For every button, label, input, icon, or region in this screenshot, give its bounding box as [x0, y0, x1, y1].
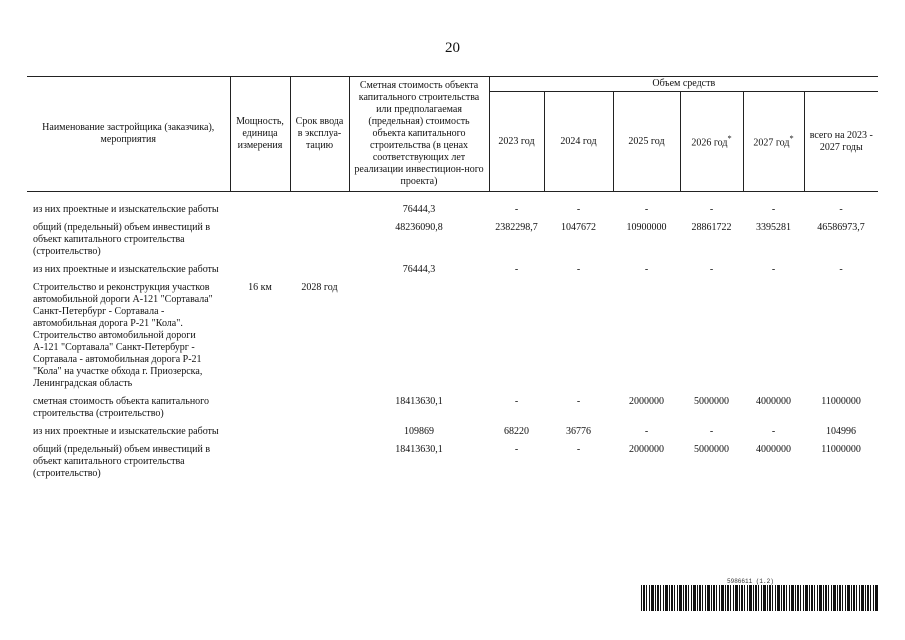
row-2027: 4000000 [756, 444, 791, 455]
row-cost: 18413630,1 [395, 396, 443, 407]
row-total: 11000000 [821, 444, 861, 455]
row-cost: 109869 [404, 426, 434, 437]
row-capacity [230, 204, 290, 222]
row-name: из них проектные и изыскательские работы [33, 264, 219, 275]
header-2026-label: 2026 год [691, 137, 728, 149]
row-capacity [230, 396, 290, 426]
row-capacity [230, 444, 290, 486]
row-capacity [230, 222, 290, 264]
row-2025: - [644, 204, 649, 215]
header-2025: 2025 год [613, 92, 680, 192]
barcode-label: 5986611 (1.2) [727, 578, 774, 585]
row-2026 [680, 282, 743, 396]
row-2024: - [576, 444, 581, 455]
row-deadline [290, 396, 349, 426]
header-2026 [680, 92, 743, 192]
row-deadline [290, 444, 349, 486]
header-2024: 2024 год [544, 92, 613, 192]
row-cost: 48236090,8 [395, 222, 443, 233]
barcode [641, 585, 878, 611]
row-2027: 3395281 [756, 222, 791, 233]
table-row [27, 444, 878, 486]
row-2025: - [644, 426, 649, 437]
row-2027: - [771, 204, 776, 215]
row-2025 [613, 282, 680, 396]
header-capacity: Мощность, единица измерения [230, 77, 290, 192]
row-cost: 76444,3 [402, 264, 436, 275]
row-2024: - [576, 204, 581, 215]
row-2023: - [514, 204, 519, 215]
row-deadline [290, 264, 349, 282]
row-deadline: 2028 год [301, 282, 338, 293]
table-row [27, 282, 878, 396]
row-2026: - [709, 264, 714, 275]
row-name: общий (предельный) объем инвестиций в объект капитального строительства (строительство) [33, 444, 211, 479]
row-deadline [290, 426, 349, 444]
row-total [804, 282, 878, 396]
header-total: всего на 2023 - 2027 годы [804, 92, 878, 192]
row-2026: 5000000 [694, 444, 729, 455]
row-capacity [230, 426, 290, 444]
row-total: 104996 [826, 426, 857, 437]
row-2025: 10900000 [626, 222, 667, 233]
row-2027: 4000000 [756, 396, 791, 407]
header-name: Наименование застройщика (заказчика), мероприятия [27, 77, 230, 192]
row-2023 [489, 282, 544, 396]
row-2024: - [576, 264, 581, 275]
row-2027: - [771, 264, 776, 275]
header-funds-group: Объем средств [489, 77, 878, 92]
row-2027 [743, 282, 804, 396]
row-cost [349, 282, 489, 396]
row-2023: - [514, 264, 519, 275]
header-2027 [743, 92, 804, 192]
row-2026: - [709, 204, 714, 215]
table-row [27, 264, 878, 282]
table-row [27, 204, 878, 222]
row-2026: - [709, 426, 714, 437]
row-2024 [544, 282, 613, 396]
header-2023: 2023 год [489, 92, 544, 192]
table-body [27, 192, 878, 487]
row-2024: - [576, 396, 581, 407]
table-header [27, 77, 878, 192]
row-2024: 1047672 [561, 222, 596, 233]
page-number: 20 [445, 40, 460, 56]
row-deadline [290, 222, 349, 264]
row-deadline [290, 204, 349, 222]
row-cost: 18413630,1 [395, 444, 443, 455]
row-2023: 68220 [504, 426, 529, 437]
row-2025: 2000000 [629, 444, 664, 455]
row-name: сметная стоимость объекта капитального строительства (строительство) [33, 396, 210, 419]
header-2027-footnote-mark: * [789, 134, 794, 144]
row-name: Строительство и реконструкция участков автомобильной дороги А-121 "Сортавала" Санкт-Петербург - Сортавала - автомобильная дорога Р-21 "Кола". Строительство автомобильной дороги А-121 "Сортавала" Санкт-Петербург - Сортавала - автомобильная дорога Р-21 "Кола" на участке обхода г. Приозерска, Ленинградская область [33, 282, 213, 389]
row-2023: 2382298,7 [495, 222, 538, 233]
row-capacity [230, 264, 290, 282]
header-cost: Сметная стоимость объекта капитального строительства или предполагаемая (предельная) стоимость объекта капитального строительства (в ценах соответствующих лет реализации инвестицион-ного проекта) [349, 77, 489, 192]
header-2027-label: 2027 год [753, 137, 790, 149]
investment-table [27, 76, 878, 486]
row-name: общий (предельный) объем инвестиций в объект капитального строительства (строительство) [33, 222, 211, 257]
row-2025: 2000000 [629, 396, 664, 407]
row-2026: 28861722 [691, 222, 732, 233]
row-name: из них проектные и изыскательские работы [33, 426, 219, 437]
row-2025: - [644, 264, 649, 275]
row-2024: 36776 [566, 426, 591, 437]
row-2023: - [514, 396, 519, 407]
table-row [27, 396, 878, 426]
row-total: - [839, 204, 843, 215]
table-row [27, 426, 878, 444]
table-row [27, 222, 878, 264]
row-total: 11000000 [821, 396, 861, 407]
row-capacity: 16 км [248, 282, 272, 293]
row-2023: - [514, 444, 519, 455]
row-2026: 5000000 [694, 396, 729, 407]
row-total: - [839, 264, 843, 275]
header-deadline: Срок ввода в эксплуа-тацию [290, 77, 349, 192]
header-2026-footnote-mark: * [727, 134, 732, 144]
row-name: из них проектные и изыскательские работы [33, 204, 219, 215]
row-total: 46586973,7 [817, 222, 865, 233]
row-cost: 76444,3 [402, 204, 436, 215]
row-2027: - [771, 426, 776, 437]
